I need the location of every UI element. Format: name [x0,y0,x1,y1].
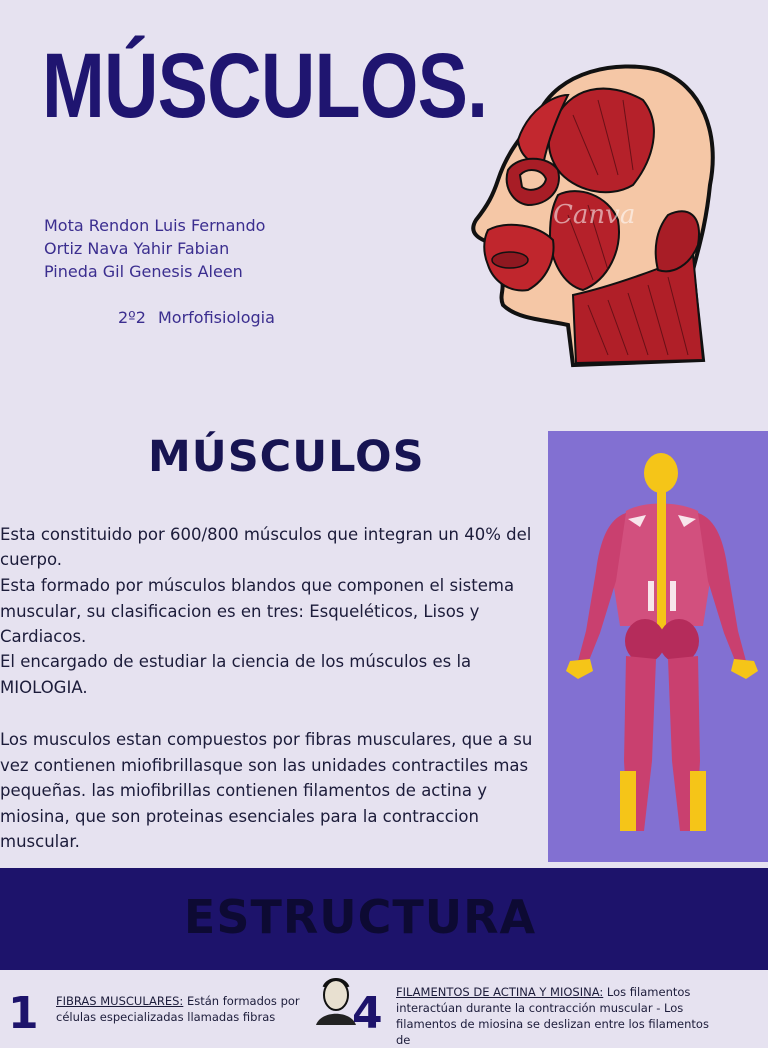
course-subject: Morfofisiologia [158,308,275,327]
body-paragraph: Esta formado por músculos blandos que componen el sistema muscular, su clasificacion es en tres: Esqueléticos, Lisos y Cardiacos. [0,576,515,646]
item-text: Los filamentos interactúan durante la contracción muscular - Los filamentos de miosina se deslizan entre los filamentos de [396,985,709,1047]
author-name: Pineda Gil Genesis Aleen [44,262,243,281]
section-title: MÚSCULOS [148,432,425,482]
structure-item [396,984,726,1048]
course-grade: 2º2 [118,308,146,327]
author-name: Mota Rendon Luis Fernando [44,216,266,235]
human-muscle-body-illustration [548,431,768,862]
body-paragraph: El encargado de estudiar la ciencia de los músculos es la MIOLOGIA. [0,652,472,697]
body-paragraph: Esta constituido por 600/800 músculos que integran un 40% del [0,525,532,544]
item-text: Están formados por células especializadas llamadas fibras [56,994,300,1024]
body-illustration-panel [548,431,768,862]
body-paragraph: Los musculos estan compuestos por fibras musculares, que a su vez contienen miofibrillasque son las unidades contractiles mas pequeñas. las miofibrillas contienen filamentos de actina y miosina, que son proteinas esenciales para la contraccion muscular. [0,730,533,851]
item-heading: FILAMENTOS DE ACTINA Y MIOSINA: [396,985,604,999]
item-heading: FIBRAS MUSCULARES: [56,994,184,1008]
head-muscle-illustration [458,55,723,375]
item-number: 4 [352,988,383,1039]
author-name: Ortiz Nava Yahir Fabian [44,239,230,258]
item-number: 1 [8,988,39,1039]
structure-item [56,993,306,1025]
page-title: MÚSCULOS. [42,35,488,137]
watermark-text: Canva [553,200,636,230]
body-paragraph: cuerpo. [0,550,62,569]
structure-title: ESTRUCTURA [183,890,537,944]
